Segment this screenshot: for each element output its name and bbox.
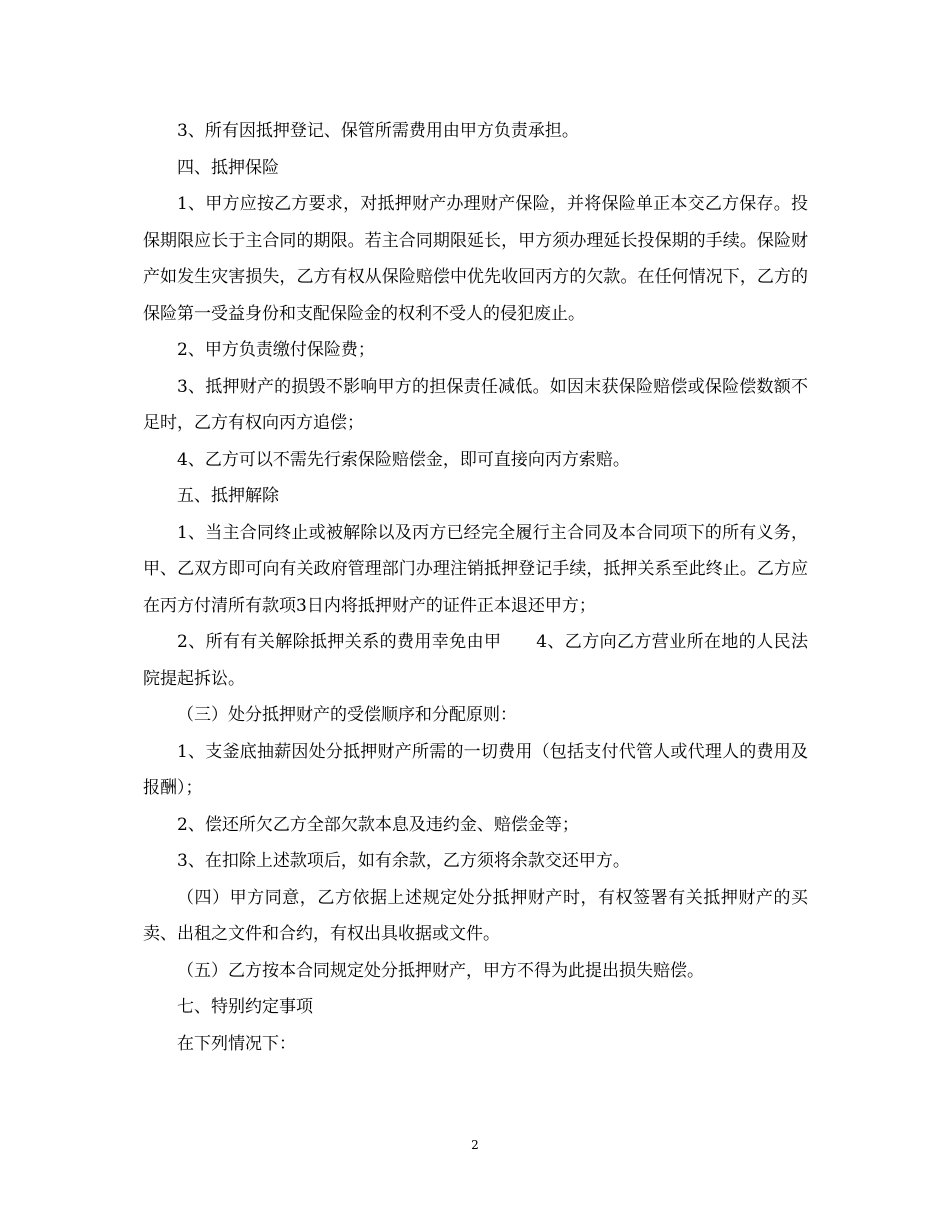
heading-special-terms: 七、特别约定事项 bbox=[177, 997, 313, 1017]
paragraph-repayment-3: 3、在扣除上述款项后，如有余款，乙方须将余款交还甲方。 bbox=[177, 851, 630, 871]
paragraph-repayment-1: 1、支釜底抽薪因处分抵押财产所需的一切费用（包括支付代管人或代理人的费用及报酬）； bbox=[143, 741, 808, 798]
paragraph-repayment-2: 2、偿还所欠乙方全部欠款本息及违约金、赔偿金等； bbox=[177, 814, 579, 835]
paragraph-release-1: 1、当主合同终止或被解除以及丙方已经完全履行主合同及本合同项下的所有义务，甲、乙双方即可向有关政府管理部门办理注销抵押登记手续，抵押关系至此终止。乙方应在丙方付清所有款项3日内将抵押财产的证件正本退还甲方； bbox=[143, 522, 808, 616]
paragraph-following-cases: 在下列情况下： bbox=[177, 1033, 296, 1054]
paragraph-insurance-2: 2、甲方负责缴付保险费； bbox=[177, 340, 375, 360]
paragraph-section-four: （四）甲方同意，乙方依据上述规定处分抵押财产时，有权签署有关抵押财产的买卖、出租之文件和合约，有权出具收据或文件。 bbox=[143, 887, 808, 944]
paragraph-insurance-4: 4、乙方可以不需先行索保险赔偿金，即可直接向丙方索赔。 bbox=[177, 449, 630, 470]
heading-repayment-order: （三）处分抵押财产的受偿顺序和分配原则： bbox=[177, 705, 517, 725]
paragraph-fee-responsibility: 3、所有因抵押登记、保管所需费用由甲方负责承担。 bbox=[177, 121, 579, 141]
page-number: 2 bbox=[471, 1138, 479, 1152]
paragraph-insurance-3: 3、抵押财产的损毁不影响甲方的担保责任减低。如因末获保险赔偿或保险偿数额不足时，乙方有权向丙方追偿； bbox=[143, 376, 808, 433]
document-body bbox=[143, 113, 808, 1062]
paragraph-insurance-1: 1、甲方应按乙方要求，对抵押财产办理财产保险，并将保险单正本交乙方保存。投保期限应长于主合同的期限。若主合同期限延长，甲方须办理延长投保期的手续。保险财产如发生灾害损失，乙方有权从保险赔偿中优先收回丙方的欠款。在任何情况下，乙方的保险第一受益身份和支配保险金的权利不受人的侵犯废止。 bbox=[143, 194, 808, 324]
heading-mortgage-insurance: 四、抵押保险 bbox=[177, 157, 279, 178]
paragraph-section-five: （五）乙方按本合同规定处分抵押财产，甲方不得为此提出损失赔偿。 bbox=[177, 960, 704, 981]
heading-mortgage-release: 五、抵押解除 bbox=[177, 486, 279, 506]
paragraph-release-2: 2、所有有关解除抵押关系的费用幸免由甲 4、乙方向乙方营业所在地的人民法院提起拆讼。 bbox=[143, 632, 808, 689]
